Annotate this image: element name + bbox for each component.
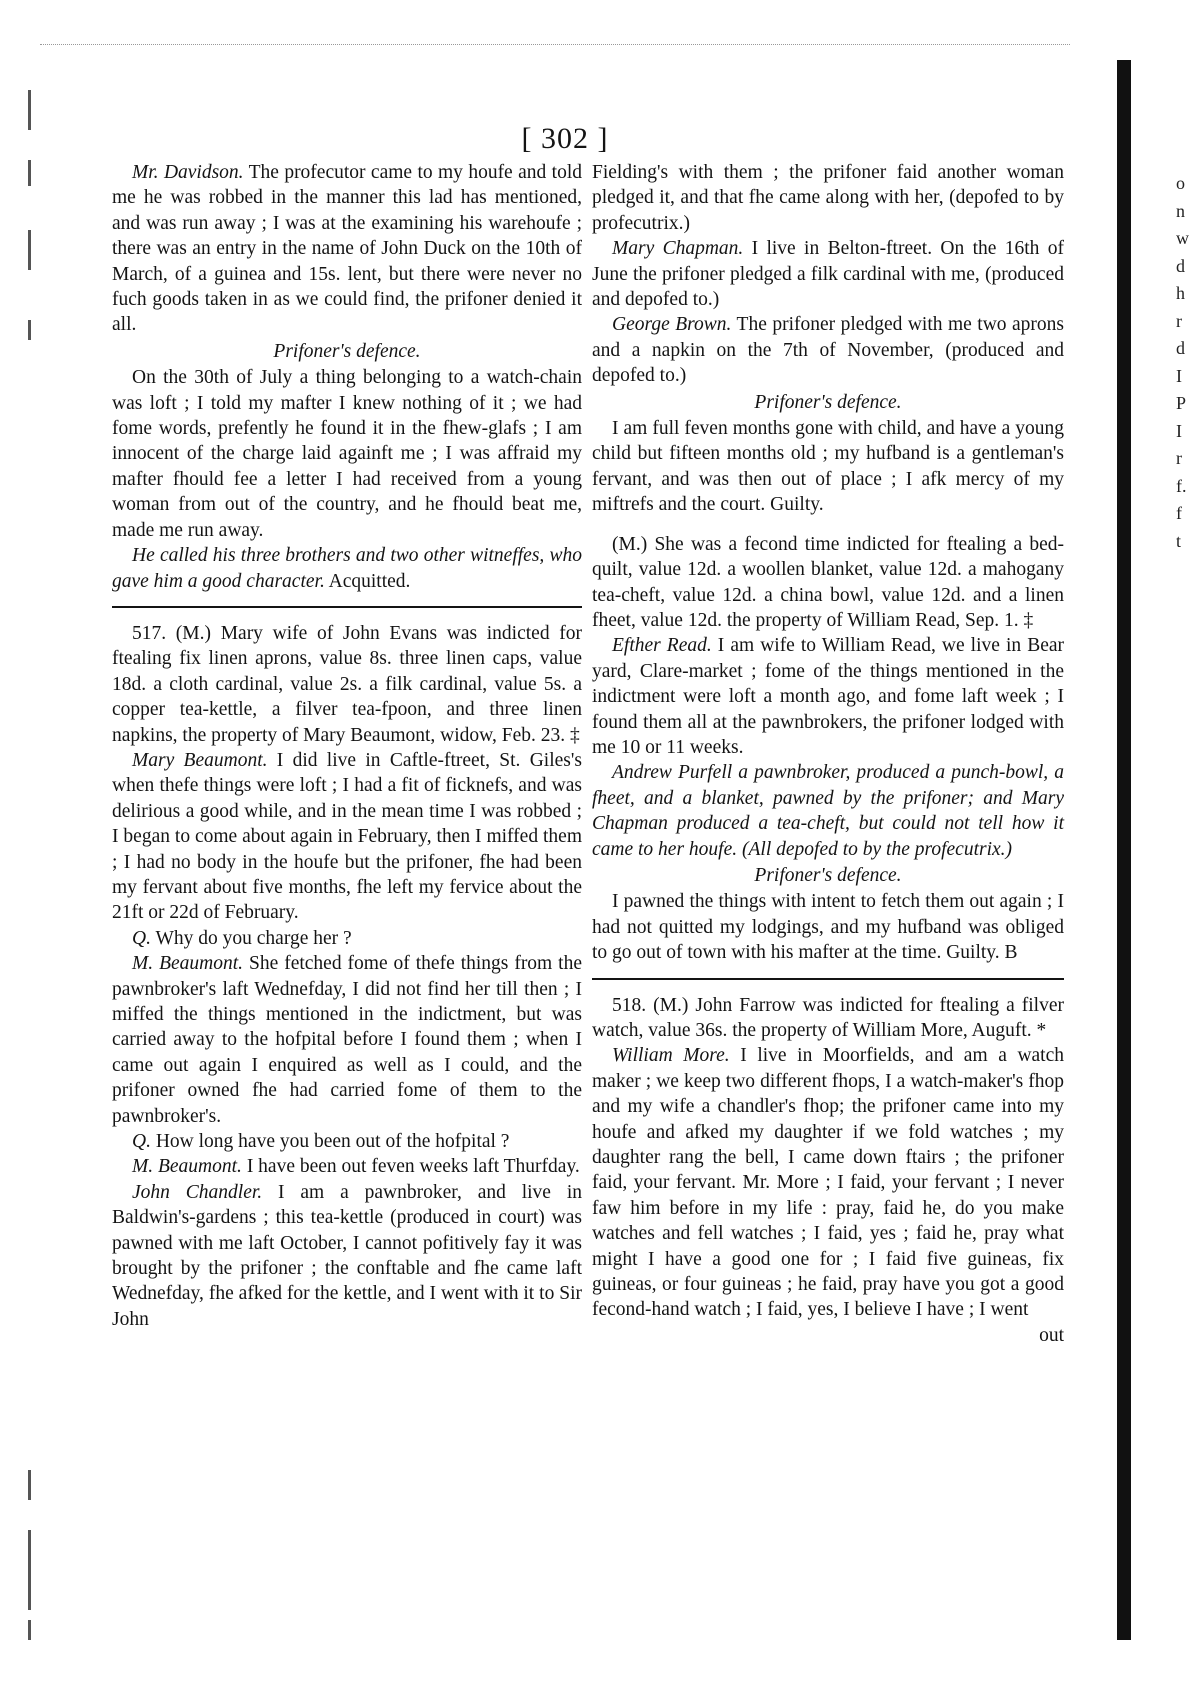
paragraph xyxy=(592,312,1064,388)
paragraph-text: The prifoner pledged with me two aprons and a napkin on the 7th of November, (produced and depofed to.) xyxy=(592,314,1064,387)
bleed-letter: f xyxy=(1176,503,1182,523)
paragraph-text: 518. (M.) John Farrow was indicted for ftealing a filver watch, value 36s. the property of William More, Auguft. * xyxy=(592,994,1064,1041)
speaker-name: John Chandler. xyxy=(132,1181,263,1203)
bleed-letter: I xyxy=(1176,420,1182,441)
paragraph-text: (M.) She was a fecond time indicted for ftealing a bed-quilt, value 12d. a woollen blanket, value 12d. a mahogany tea-cheft, value 12d. a china bowl, value 12d. and a linen fheet, value 12d. the property of William Read, Sep. 1. ‡ xyxy=(592,533,1064,631)
paragraph-text: The profecutor came to my houfe and told me he was robbed in the manner this lad has mentioned, and was run away ; I was at the examining his warehoufe ; there was an entry in the name of John Duck on the 10th of March, of a guinea and 15s. lent, but there were never no fuch goods taken in as we could find, the prifoner denied it all. xyxy=(112,162,582,336)
speaker-name: Q. xyxy=(132,1131,151,1153)
italic-note-text: He called his three brothers and two other witneffes, who gave him a good character. xyxy=(112,545,582,592)
bleed-letter: n xyxy=(1176,200,1185,221)
paragraph xyxy=(112,1154,582,1179)
paragraph xyxy=(112,951,582,1129)
paragraph-text: I am wife to William Read, we live in Bear yard, Clare-market ; fome of the things mentioned in the indictment were loft a month ago, and fome laft week ; I found them all at the pawnbrokers, the prifoner lodged with me 10 or 11 weeks. xyxy=(592,635,1064,758)
right-column xyxy=(592,160,1064,1348)
paragraph-text: Why do you charge her ? xyxy=(150,927,352,949)
paragraph xyxy=(592,1043,1064,1322)
paragraph-text: I live in Belton-ftreet. On the 16th of June the prifoner pledged a filk cardinal with me, (produced and depofed to.) xyxy=(592,238,1064,311)
paragraph-text: Fielding's with them ; the prifoner faid another woman pledged it, and that fhe came along with her, (depofed to by profecutrix.) xyxy=(592,162,1064,234)
paragraph-text: She fetched fome of thefe things from the pawnbroker's laft Wednefday, I did not find her till then ; I miffed the things mentioned in the indictment, but was carried away to the hofpital before I found them ; when I came out again I enquired as well as I could, and the prifoner owned fhe had carried fome of them to the pawnbroker's. xyxy=(112,953,583,1127)
bleed-letter: h xyxy=(1176,283,1185,303)
bleed-letter: f. xyxy=(1176,475,1187,496)
italic-note xyxy=(112,543,582,594)
paragraph xyxy=(112,1129,582,1154)
paragraph xyxy=(112,926,582,951)
speaker-name: M. Beaumont. xyxy=(132,1156,242,1178)
paragraph-gap xyxy=(592,518,1064,532)
catchword: out xyxy=(1039,1324,1064,1346)
bleed-letter: r xyxy=(1176,310,1182,331)
paragraph-text: 517. (M.) Mary wife of John Evans was indicted for ftealing fix linen aprons, value 8s. three linen caps, value 18d. a cloth cardinal, value 2s. a filk cardinal, value 5s. a copper tea-kettle, a filver tea-fpoon, and three linen napkins, the property of Mary Beaumont, widow, Feb. 23. ‡ xyxy=(112,622,582,746)
bleed-letter: P xyxy=(1176,393,1187,413)
bleed-letter: d xyxy=(1176,255,1185,276)
bleed-letter: w xyxy=(1176,228,1189,248)
speaker-name: William More. xyxy=(612,1045,730,1067)
page-gutter-shadow xyxy=(1117,60,1131,1640)
speaker-name: George Brown. xyxy=(612,314,732,336)
bleed-letter: o xyxy=(1176,173,1185,193)
paragraph xyxy=(112,748,582,926)
speaker-name: Efther Read. xyxy=(612,635,712,657)
defence-subheading: Prifoner's defence. xyxy=(754,864,902,886)
italic-note-text: Andrew Purfell a pawnbroker, produced a punch-bowl, a fheet, and a blanket, pawned by the prifoner; and Mary Chapman produced a tea-cheft, but could not tell how it came to her houfe. (All depofed to by the profecutrix.) xyxy=(592,762,1064,860)
bleed-letter: d xyxy=(1176,338,1185,358)
paragraph-text: On the 30th of July a thing belonging to a watch-chain was loft ; I told my mafter I knew nothing of it ; we had fome words, prefently he found it in the fhew-glafs ; I am innocent of the charge laid againft me ; I was affraid my mafter fhould fee a letter I had received from a young woman from out of the country, and he fhould beat me, made me run away. xyxy=(112,367,582,541)
continued-paragraph xyxy=(592,160,1064,236)
paragraph-text: I pawned the things with intent to fetch them out again ; I had not quitted my lodgings, and my hufband was obliged to go out of town with his mafter at the time. Guilty. B xyxy=(592,891,1064,964)
paragraph-text: How long have you been out of the hofpital ? xyxy=(150,1131,510,1153)
paragraph xyxy=(592,236,1064,312)
page-number: [ 302 ] xyxy=(521,122,609,155)
binding-margin-marks xyxy=(28,90,40,1640)
section-rule xyxy=(112,606,582,608)
paragraph-text: I am full feven months gone with child, and have a young child but fifteen months old ; my hufband is a gentleman's fervant, and was then out of place ; I afk mercy of my miftrefs and the court. Guilty. xyxy=(592,418,1064,516)
bleed-letter: r xyxy=(1176,448,1182,468)
speaker-name: Q. xyxy=(132,927,151,949)
page-edge-line xyxy=(40,44,1070,46)
paragraph xyxy=(592,416,1064,518)
bleed-letter: t xyxy=(1176,530,1182,551)
paragraph-text: I am a pawnbroker, and live in Baldwin's-gardens ; this tea-kettle (produced in court) was pawned with me laft October, I cannot pofitively fay it was brought by the prifoner ; the conftable and fhe came laft Wednefday, fhe afked for the kettle, and I went with it to Sir John xyxy=(112,1181,582,1330)
paragraph xyxy=(112,1180,582,1332)
defence-subheading: Prifoner's defence. xyxy=(754,391,902,413)
left-column xyxy=(112,160,582,1332)
paragraph xyxy=(592,532,1064,634)
verdict: Acquitted. xyxy=(324,570,411,592)
paragraph xyxy=(112,365,582,543)
paragraph xyxy=(112,621,582,748)
italic-note xyxy=(592,760,1064,862)
speaker-name: M. Beaumont. xyxy=(132,953,244,975)
defence-subheading: Prifoner's defence. xyxy=(273,340,421,362)
speaker-name: Mr. Davidson. xyxy=(132,162,244,183)
paragraph xyxy=(112,160,582,338)
speaker-name: Mary Chapman. xyxy=(612,238,744,260)
speaker-name: Mary Beaumont. xyxy=(132,749,268,771)
bleed-letter: I xyxy=(1176,365,1182,386)
facing-page-bleed xyxy=(1176,170,1200,555)
paragraph-text: I did live in Caftle-ftreet, St. Giles's when thefe things were loft ; I had a fit of ficknefs, and was delirious a good while, and in the mean time I was robbed ; I began to come about again in February, then I miffed them ; I had no body in the houfe but the prifoner, fhe had been my fervant about five months, fhe left my fervice about the 21ft or 22d of February. xyxy=(112,749,582,924)
section-rule xyxy=(592,978,1064,980)
paragraph xyxy=(592,993,1064,1044)
paragraph xyxy=(592,889,1064,965)
paragraph-text: I have been out feven weeks laft Thurfday. xyxy=(241,1156,580,1178)
paragraph xyxy=(592,633,1064,760)
paragraph-text: I live in Moorfields, and am a watch maker ; we keep two different fhops, I a watch-maker's fhop and my wife a chandler's fhop; the prifoner came into my houfe and afked my daughter if we fold watches ; my daughter rang the bell, I came down ftairs ; the prifoner faid, your fervant. Mr. More ; I faid, your fervant ; I never faw him before in my life : pray, faid he, do you make watches and fell watches ; I faid, yes ; faid he, pray what might I have a good one for ; I faid five guineas, fix guineas, or four guineas ; he faid, pray have you got a good fecond-hand watch ; I faid, yes, I believe I have ; I went xyxy=(592,1045,1065,1321)
